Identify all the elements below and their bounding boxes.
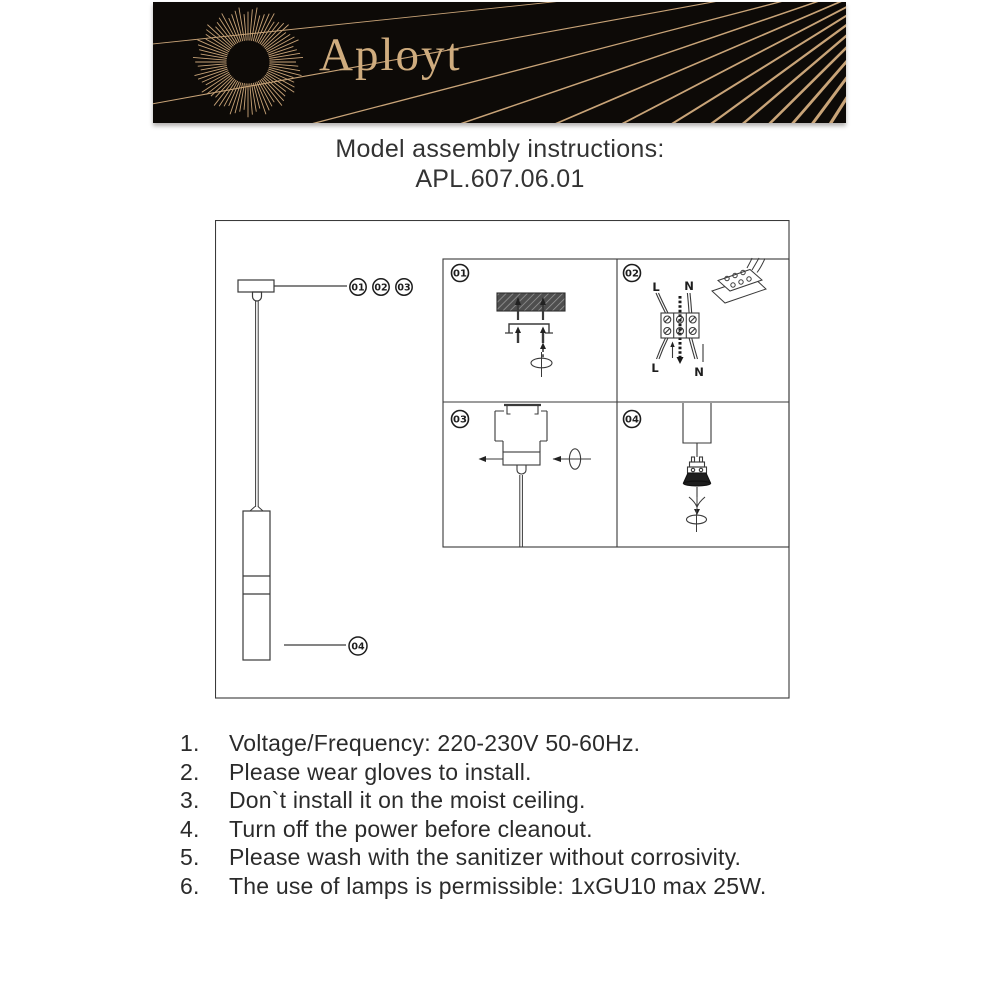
instruction-text: Turn off the power before cleanout. <box>229 815 593 842</box>
instruction-text: Please wear gloves to install. <box>229 758 532 785</box>
wire-label-n-bottom: N <box>694 365 704 379</box>
callout-03: 03 <box>397 282 411 294</box>
instruction-number: 1. <box>180 730 200 756</box>
callout-01: 01 <box>351 282 365 294</box>
instruction-text: Voltage/Frequency: 220-230V 50-60Hz. <box>229 730 641 756</box>
step-label-04: 04 <box>625 414 639 426</box>
brand-wordmark: Aployt <box>319 29 462 81</box>
list-item <box>180 786 767 815</box>
instructions-list <box>180 729 767 900</box>
wire-label-n-top: N <box>684 279 694 293</box>
callout-bubbles <box>349 279 412 655</box>
list-item <box>180 872 767 901</box>
wire-label-l-bottom: L <box>651 361 659 375</box>
instruction-number: 2. <box>180 758 200 785</box>
page-title: Model assembly instructions: <box>335 135 665 163</box>
step-label-01: 01 <box>453 268 467 280</box>
step-02-wiring <box>624 258 767 364</box>
instruction-text: Please wash with the sanitizer without corrosivity. <box>229 844 742 870</box>
callout-04: 04 <box>351 641 365 653</box>
list-item <box>180 843 767 872</box>
corner-rays-icon <box>153 2 846 123</box>
list-item <box>180 729 767 758</box>
step-label-03: 03 <box>453 414 467 426</box>
instruction-number: 3. <box>180 787 200 813</box>
instruction-text: Don`t install it on the moist ceiling. <box>229 787 586 813</box>
model-number: APL.607.06.01 <box>415 165 585 193</box>
step-01-ceiling-mount <box>452 265 566 378</box>
list-item <box>180 758 767 787</box>
assembly-diagram <box>215 220 790 704</box>
banner-decoration <box>153 2 846 123</box>
instruction-number: 6. <box>180 872 200 899</box>
step-03-canopy <box>452 405 592 547</box>
instruction-number: 5. <box>180 844 200 870</box>
pendant-lamp-drawing <box>238 280 347 660</box>
step-label-02: 02 <box>625 268 639 280</box>
instruction-number: 4. <box>180 815 200 842</box>
sunburst-logo-icon <box>193 8 303 118</box>
instruction-text: The use of lamps is permissible: 1xGU10 max 25W. <box>229 872 767 899</box>
wire-label-l-top: L <box>652 280 660 294</box>
list-item <box>180 815 767 844</box>
brand-banner <box>153 2 846 123</box>
callout-02: 02 <box>374 282 388 294</box>
page-title-block <box>0 134 1000 194</box>
